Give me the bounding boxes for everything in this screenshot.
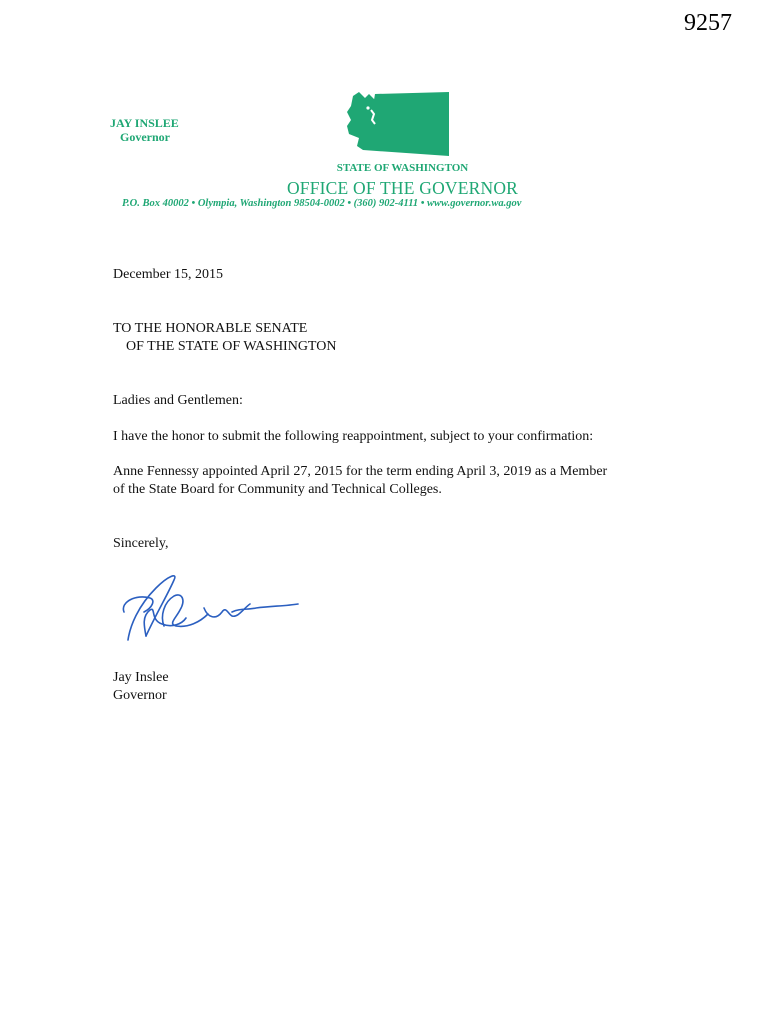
- office-title: OFFICE OF THE GOVERNOR: [286, 178, 519, 198]
- closing: Sincerely,: [113, 536, 169, 551]
- signer-block: [113, 669, 169, 705]
- paragraph-1: I have the honor to submit the following reappointment, subject to your confirmation:: [113, 429, 594, 444]
- recipient-line-1: TO THE HONORABLE SENATE: [113, 321, 308, 336]
- recipient-block: [113, 320, 336, 356]
- document-number: 9257: [684, 10, 732, 36]
- signer-name: Jay Inslee: [113, 670, 169, 685]
- letter-date: December 15, 2015: [113, 267, 224, 282]
- signer-title: Governor: [113, 688, 167, 703]
- washington-state-seal-map-icon: [345, 90, 449, 156]
- address-line: P.O. Box 40002 • Olympia, Washington 98504-0002 • (360) 902-4111 • www.governor.wa.gov: [122, 198, 522, 209]
- salutation: Ladies and Gentlemen:: [113, 393, 243, 408]
- governor-name: JAY INSLEE: [110, 116, 179, 130]
- letterhead-governor-block: [110, 116, 179, 144]
- signature-image: [116, 566, 306, 646]
- paragraph-2: [113, 463, 607, 499]
- paragraph-2-line-2: of the State Board for Community and Technical Colleges.: [113, 482, 442, 497]
- governor-title: Governor: [120, 130, 170, 144]
- recipient-line-2: OF THE STATE OF WASHINGTON: [126, 339, 337, 354]
- paragraph-2-line-1: Anne Fennessy appointed April 27, 2015 for the term ending April 3, 2019 as a Member: [113, 464, 608, 479]
- state-line: STATE OF WASHINGTON: [336, 162, 469, 174]
